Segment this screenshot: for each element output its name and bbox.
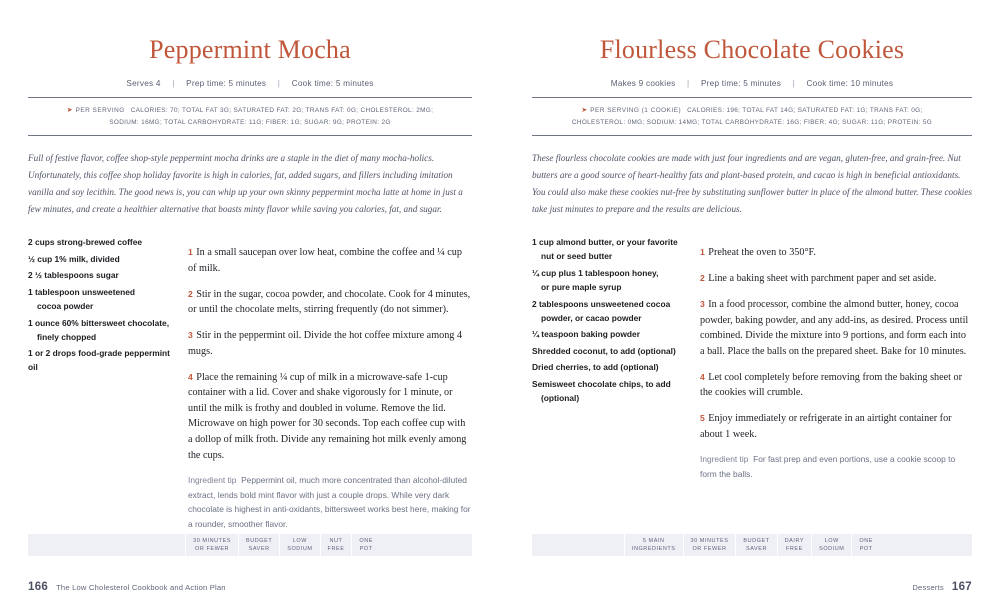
ingredient-text: 1 tablespoon unsweetened bbox=[28, 286, 136, 297]
tag-line-1: 30 MINUTES bbox=[193, 537, 232, 544]
tag-line-1: BUDGET bbox=[246, 537, 273, 544]
ingredient-text-continued: nut or seed butter bbox=[541, 251, 613, 262]
page-right bbox=[500, 0, 1000, 613]
nutrition-line-1: CALORIES: 196; TOTAL FAT 14G; SATURATED FAT: 1G; TRANS FAT: 0G; bbox=[687, 106, 923, 114]
ingredient-text: 2 cups strong-brewed coffee bbox=[28, 237, 143, 248]
tag-line-2: SODIUM bbox=[819, 546, 845, 552]
instructions-column-right bbox=[700, 235, 972, 489]
recipe-tag bbox=[851, 534, 880, 556]
tag-line-2: POT bbox=[359, 546, 373, 552]
tag-bar-spacer bbox=[532, 534, 624, 556]
instruction-step bbox=[700, 370, 972, 401]
ingredient-item bbox=[28, 285, 174, 313]
tag-line-2: INGREDIENTS bbox=[631, 546, 676, 552]
ingredient-text: Dried cherries, to add (optional) bbox=[532, 362, 659, 373]
recipe-title-right: Flourless Chocolate Cookies bbox=[599, 35, 905, 64]
step-number: 1 bbox=[188, 247, 193, 258]
recipe-tag bbox=[238, 534, 279, 556]
tip-text: Peppermint oil, much more concentrated than alcohol-diluted extract, lends bold mint flavor with just a couple drops. While very dark chocolate is highest in anti-oxidants, bittersweet works best here, making for a rounder, smoother flavor. bbox=[188, 475, 471, 529]
tag-line-1: 5 MAIN bbox=[642, 537, 665, 544]
tag-bar-tail bbox=[880, 534, 972, 556]
tag-line-1: DAIRY bbox=[784, 537, 805, 544]
tip-text: For fast prep and even portions, use a cookie scoop to form the balls. bbox=[700, 454, 956, 479]
meta-separator: | bbox=[172, 78, 175, 88]
tag-line-2: FREE bbox=[785, 546, 803, 552]
ingredient-text: 2 ½ tablespoons sugar bbox=[28, 270, 119, 281]
instruction-step bbox=[188, 370, 472, 464]
instructions-column-left bbox=[188, 235, 472, 539]
ingredient-text: ½ cup 1% milk, divided bbox=[28, 253, 120, 264]
instruction-step bbox=[700, 245, 972, 261]
nutrition-label: PER SERVING (1 COOKIE) bbox=[590, 106, 682, 114]
tag-line-2: SODIUM bbox=[287, 546, 313, 552]
nutrition-block-right bbox=[532, 98, 972, 135]
tip-label: Ingredient tip bbox=[700, 454, 749, 465]
tag-line-1: NUT bbox=[329, 537, 343, 544]
tip-label: Ingredient tip bbox=[188, 475, 237, 486]
instruction-step bbox=[700, 271, 972, 287]
meta-separator: | bbox=[277, 78, 281, 88]
tag-line-2: OR FEWER bbox=[692, 546, 727, 552]
recipe-tag bbox=[811, 534, 851, 556]
ingredient-text: 1 ounce 60% bittersweet chocolate, bbox=[28, 317, 170, 328]
step-text: Stir in the sugar, cocoa powder, and chocolate. Cook for 4 minutes, or until the chocolate melts, stirring frequently (do not simmer). bbox=[188, 288, 471, 316]
ingredient-item bbox=[28, 252, 174, 266]
ingredient-text-continued: finely chopped bbox=[37, 331, 97, 342]
step-text: Stir in the peppermint oil. Divide the hot coffee mixture among 4 mugs. bbox=[188, 330, 463, 357]
recipe-tag bbox=[735, 534, 776, 556]
step-number: 3 bbox=[188, 330, 193, 341]
ingredient-item bbox=[532, 297, 686, 325]
recipe-prep-time: Prep time: 5 minutes bbox=[186, 78, 267, 88]
page-number-right: 167 bbox=[951, 581, 972, 593]
nutrition-line-2: CHOLESTEROL: 0MG; SODIUM: 14MG; TOTAL CARBOHYDRATE: 16G; FIBER: 4G; SUGAR: 11G; PROTEIN: 5G bbox=[571, 118, 933, 126]
recipe-cook-time: Cook time: 5 minutes bbox=[291, 78, 374, 88]
recipe-title-left: Peppermint Mocha bbox=[149, 35, 351, 64]
ingredient-item bbox=[532, 344, 686, 358]
recipe-meta-left bbox=[28, 79, 472, 88]
tag-line-1: 30 MINUTES bbox=[690, 537, 729, 544]
tag-line-1: ONE bbox=[359, 537, 373, 544]
page-footer-right bbox=[912, 581, 972, 593]
recipe-intro-right: These flourless chocolate cookies are made with just four ingredients and are vegan, gluten-free, and grain-free. Nut butters are a good source of heart-healthy fats and plant-based protein, and cacao is high in beneficial antioxidants. You could also make these cookies nut-free by substituting sunflower butter in place of the almond butter. These cookies take just minutes to prepare and the results are delicious. bbox=[532, 153, 973, 215]
recipe-tag-bar-right bbox=[532, 534, 972, 556]
tag-bar-spacer bbox=[28, 534, 185, 556]
step-number: 4 bbox=[700, 371, 705, 382]
ingredient-item bbox=[532, 235, 686, 263]
ingredient-text: Shredded coconut, to add (optional) bbox=[532, 345, 676, 356]
arrow-icon: ➤ bbox=[66, 106, 73, 114]
page-number-left: 166 bbox=[28, 581, 49, 593]
recipe-intro-left: Full of festive flavor, coffee shop-style peppermint mocha drinks are a staple in the diet of many mocha-holics. Unfortunately, this coffee shop holiday favorite is high in calories, fat, added sugars, and fillers including imitation vanilla and soy lecithin. The good news is, you can whip up your own skinny peppermint mocha latte at home in just a few minutes, and create a healthier alternative that boasts minty flavor while saving you calories, fat, and sugar. bbox=[28, 153, 463, 215]
nutrition-label: PER SERVING bbox=[75, 106, 125, 114]
ingredient-text: 1 or 2 drops food-grade peppermint oil bbox=[28, 348, 170, 373]
ingredient-text: ¼ cup plus 1 tablespoon honey, bbox=[532, 267, 659, 278]
ingredient-text: 2 tablespoons unsweetened cocoa bbox=[532, 298, 671, 309]
ingredient-item bbox=[532, 360, 686, 374]
tag-line-2: FREE bbox=[327, 546, 345, 552]
step-number: 2 bbox=[700, 273, 705, 284]
ingredients-column-left bbox=[28, 235, 188, 539]
running-head-left: The Low Cholesterol Cookbook and Action Plan bbox=[56, 583, 226, 592]
ingredient-tip-right bbox=[700, 452, 972, 481]
tag-line-2: SAVER bbox=[248, 546, 270, 552]
step-text: Place the remaining ¼ cup of milk in a microwave-safe 1-cup container with a lid. Cover and shake vigorously for 1 minute, or until the milk is frothy and doubled in volume. Remove the lid. Microwave on high power for 30 seconds. Top each coffee cup with a dollop of milk froth. Divide any remaining hot milk evenly among the cups. bbox=[188, 371, 467, 461]
ingredient-tip-left bbox=[188, 473, 472, 531]
ingredient-item bbox=[532, 266, 686, 294]
ingredient-text-continued: or pure maple syrup bbox=[541, 281, 622, 292]
recipe-tag bbox=[320, 534, 352, 556]
ingredient-text-continued: cocoa powder bbox=[37, 301, 94, 312]
recipe-body-left bbox=[28, 235, 472, 539]
tag-line-1: LOW bbox=[292, 537, 307, 544]
instruction-step bbox=[188, 245, 472, 276]
recipe-tag bbox=[683, 534, 736, 556]
step-text: In a food processor, combine the almond butter, honey, cocoa powder, baking powder, and any add-ins, as desired. Process until combined. Divide the mixture into 9 portions, and form each into a ball. Place the balls on the prepared sheet. Bake for 10 minutes. bbox=[700, 298, 969, 357]
tag-line-2: OR FEWER bbox=[195, 546, 230, 552]
ingredient-item bbox=[28, 346, 174, 374]
recipe-body-right bbox=[532, 235, 972, 489]
divider-bottom-left bbox=[28, 135, 472, 136]
instruction-step bbox=[700, 297, 972, 359]
step-text: Preheat the oven to 350°F. bbox=[708, 247, 816, 259]
recipe-tag bbox=[777, 534, 811, 556]
recipe-tag-bar-left bbox=[28, 534, 472, 556]
tag-line-1: ONE bbox=[859, 537, 873, 544]
running-head-right: Desserts bbox=[912, 583, 944, 592]
ingredient-item bbox=[28, 268, 174, 282]
tag-bar-tail bbox=[380, 534, 472, 556]
step-text: In a small saucepan over low heat, combine the coffee and ¼ cup of milk. bbox=[188, 247, 462, 274]
nutrition-block-left bbox=[28, 98, 472, 135]
ingredient-item bbox=[28, 235, 174, 249]
step-number: 2 bbox=[188, 288, 193, 299]
recipe-tag bbox=[351, 534, 380, 556]
step-number: 5 bbox=[700, 412, 705, 423]
ingredient-item bbox=[28, 316, 174, 344]
tag-line-1: BUDGET bbox=[743, 537, 770, 544]
step-number: 4 bbox=[188, 371, 193, 382]
meta-separator: | bbox=[687, 78, 690, 88]
instruction-step bbox=[188, 328, 472, 359]
instruction-step bbox=[700, 411, 972, 442]
ingredient-text-continued: powder, or cacao powder bbox=[541, 312, 642, 323]
step-number: 1 bbox=[700, 247, 705, 258]
instruction-step bbox=[188, 287, 472, 318]
nutrition-line-1: CALORIES: 70; TOTAL FAT 3G; SATURATED FAT: 2G; TRANS FAT: 0G; CHOLESTEROL: 2MG; bbox=[130, 106, 434, 114]
divider-bottom-right bbox=[532, 135, 972, 136]
recipe-prep-time: Prep time: 5 minutes bbox=[700, 78, 782, 88]
step-text: Let cool completely before removing from the baking sheet or the cookies will crumble. bbox=[700, 371, 963, 399]
tag-line-2: POT bbox=[859, 546, 873, 552]
recipe-yield: Serves 4 bbox=[126, 78, 161, 88]
ingredient-item bbox=[532, 377, 686, 405]
step-text: Line a baking sheet with parchment paper and set aside. bbox=[708, 273, 937, 285]
ingredient-text-continued: (optional) bbox=[541, 393, 580, 404]
meta-separator: | bbox=[792, 78, 795, 88]
ingredient-text: Semisweet chocolate chips, to add bbox=[532, 379, 671, 390]
recipe-tag bbox=[185, 534, 238, 556]
page-footer-left bbox=[28, 581, 226, 593]
recipe-tag bbox=[624, 534, 683, 556]
recipe-cook-time: Cook time: 10 minutes bbox=[806, 78, 894, 88]
recipe-meta-right bbox=[532, 79, 972, 88]
ingredients-column-right bbox=[532, 235, 700, 489]
recipe-tag bbox=[279, 534, 319, 556]
step-number: 3 bbox=[700, 298, 705, 309]
tag-line-1: LOW bbox=[824, 537, 839, 544]
step-text: Enjoy immediately or refrigerate in an airtight container for about 1 week. bbox=[700, 412, 952, 440]
arrow-icon: ➤ bbox=[581, 106, 588, 114]
ingredient-text: 1 cup almond butter, or your favorite bbox=[532, 237, 678, 248]
nutrition-line-2: SODIUM: 16MG; TOTAL CARBOHYDRATE: 11G; FIBER: 1G; SUGAR: 9G; PROTEIN: 2G bbox=[109, 118, 391, 126]
recipe-yield: Makes 9 cookies bbox=[610, 78, 676, 88]
tag-line-2: SAVER bbox=[746, 546, 768, 552]
ingredient-text: ¼ teaspoon baking powder bbox=[532, 329, 640, 340]
ingredient-item bbox=[532, 327, 686, 341]
